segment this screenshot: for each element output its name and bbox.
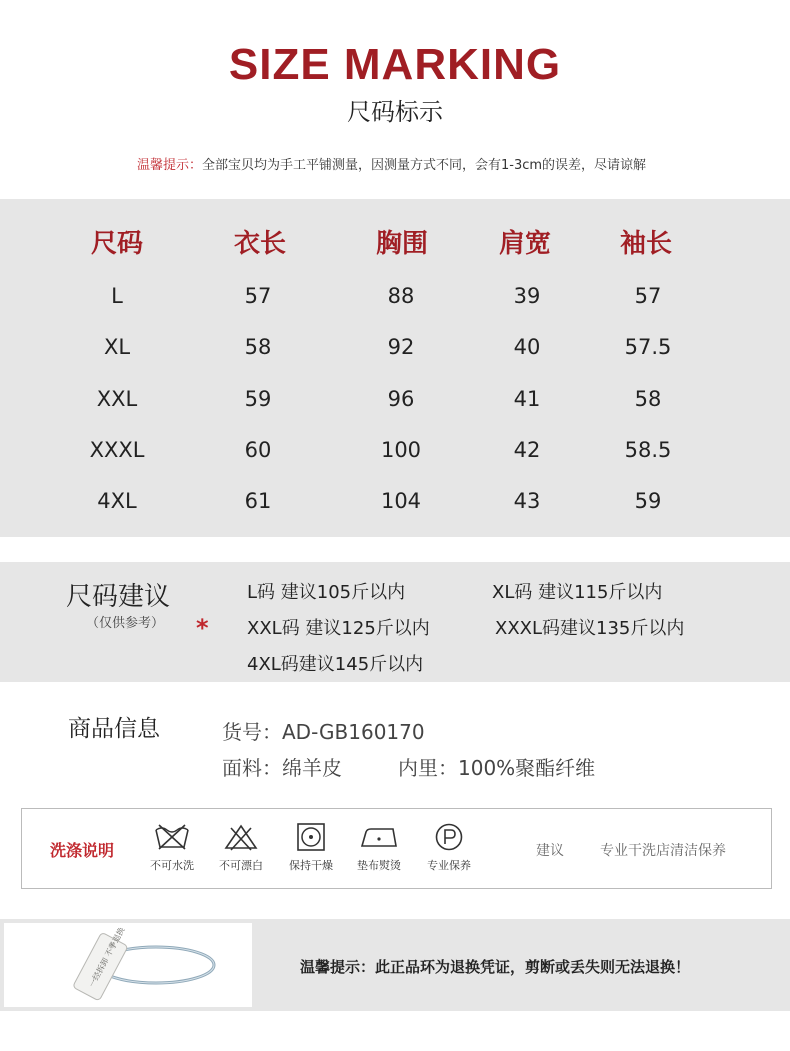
table-cell-length: 59	[244, 387, 272, 411]
size-advice	[0, 562, 790, 682]
iron-item	[344, 823, 414, 873]
washing-title: 洗涤说明	[50, 841, 115, 860]
table-cell-length: 58	[244, 335, 272, 359]
product-info	[0, 700, 790, 790]
no-wash-icon	[153, 823, 191, 851]
table-cell-sleeve: 58.5	[624, 438, 672, 462]
advice-item: 4XL码建议145斤以内	[247, 654, 424, 675]
table-cell-chest: 92	[387, 335, 415, 359]
table-cell-size: L	[111, 284, 123, 308]
suggest-text: 专业干洗店清洁保养	[600, 843, 726, 859]
sku-value: AD-GB160170	[282, 720, 425, 744]
advice-item: XXL码 建议125斤以内	[247, 618, 430, 639]
tip-text: 全部宝贝均为手工平铺测量，因测量方式不同，会有1-3cm的误差，尽请谅解	[202, 158, 647, 173]
table-cell-sleeve: 57	[634, 284, 662, 308]
header	[0, 0, 790, 200]
table-cell-shoulder: 40	[513, 335, 541, 359]
sku-row	[222, 716, 425, 745]
tag-notice-panel	[0, 919, 790, 1011]
table-cell-chest: 88	[387, 284, 415, 308]
advice-item: XXXL码建议135斤以内	[495, 618, 685, 639]
professional-care-item	[414, 823, 484, 873]
no-wash-item	[137, 823, 207, 873]
table-cell-chest: 100	[380, 438, 422, 462]
table-cell-chest: 96	[387, 387, 415, 411]
advice-item: L码 建议105斤以内	[247, 582, 406, 603]
lining-label: 内里：	[398, 756, 458, 780]
table-cell-length: 60	[244, 438, 272, 462]
table-cell-size: 4XL	[97, 489, 137, 513]
table-cell-sleeve: 58	[634, 387, 662, 411]
product-info-title: 商品信息	[68, 716, 160, 742]
no-bleach-item	[206, 823, 276, 873]
fabric-row	[222, 752, 342, 781]
tumble-dry-item	[276, 823, 346, 873]
table-cell-size: XXXL	[89, 438, 145, 462]
table-cell-chest: 104	[380, 489, 422, 513]
washing-instructions	[21, 808, 772, 889]
header-size: 尺码	[90, 229, 144, 259]
advice-subtitle: （仅供参考）	[86, 616, 165, 631]
fabric-value: 绵羊皮	[282, 756, 342, 780]
lining-value: 100%聚酯纤维	[458, 756, 596, 780]
table-cell-sleeve: 59	[634, 489, 662, 513]
table-cell-shoulder: 42	[513, 438, 541, 462]
page-title-cn: 尺码标示	[347, 98, 443, 126]
page-title-en: SIZE MARKING	[228, 40, 562, 89]
header-length: 衣长	[233, 229, 287, 259]
advice-title: 尺码建议	[66, 582, 171, 612]
table-cell-length: 57	[244, 284, 272, 308]
iron-icon	[359, 823, 399, 851]
tumble-dry-label: 保持干燥	[289, 859, 333, 872]
tip-label: 温馨提示：	[137, 158, 203, 173]
suggest-label: 建议	[536, 843, 564, 859]
hang-tag-image	[4, 923, 252, 1007]
tumble-dry-icon	[292, 823, 330, 851]
table-cell-shoulder: 41	[513, 387, 541, 411]
advice-item: XL码 建议115斤以内	[492, 582, 663, 603]
measurement-tip	[137, 154, 646, 173]
lining-row	[398, 752, 595, 781]
sku-label: 货号：	[222, 720, 282, 744]
header-shoulder: 肩宽	[498, 229, 552, 259]
iron-label: 垫布熨烫	[357, 859, 401, 872]
tag-text: 一经拆卸 不予退换	[87, 925, 127, 989]
professional-care-label: 专业保养	[427, 859, 471, 872]
table-cell-shoulder: 43	[513, 489, 541, 513]
header-sleeve: 袖长	[619, 229, 673, 259]
no-bleach-icon	[222, 823, 260, 851]
tag-notice-text: 温馨提示：此正品环为退换凭证，剪断或丢失则无法退换！	[300, 958, 691, 976]
header-chest: 胸围	[375, 229, 429, 259]
professional-care-icon	[430, 823, 468, 851]
no-bleach-label: 不可漂白	[219, 859, 263, 872]
table-cell-shoulder: 39	[513, 284, 541, 308]
no-wash-label: 不可水洗	[150, 859, 194, 872]
asterisk-icon: *	[196, 614, 209, 642]
table-cell-size: XL	[103, 335, 131, 359]
size-table	[0, 199, 790, 537]
table-cell-length: 61	[244, 489, 272, 513]
fabric-label: 面料：	[222, 756, 282, 780]
table-cell-size: XXL	[96, 387, 138, 411]
table-cell-sleeve: 57.5	[624, 335, 672, 359]
hang-tag-icon	[4, 923, 252, 1007]
